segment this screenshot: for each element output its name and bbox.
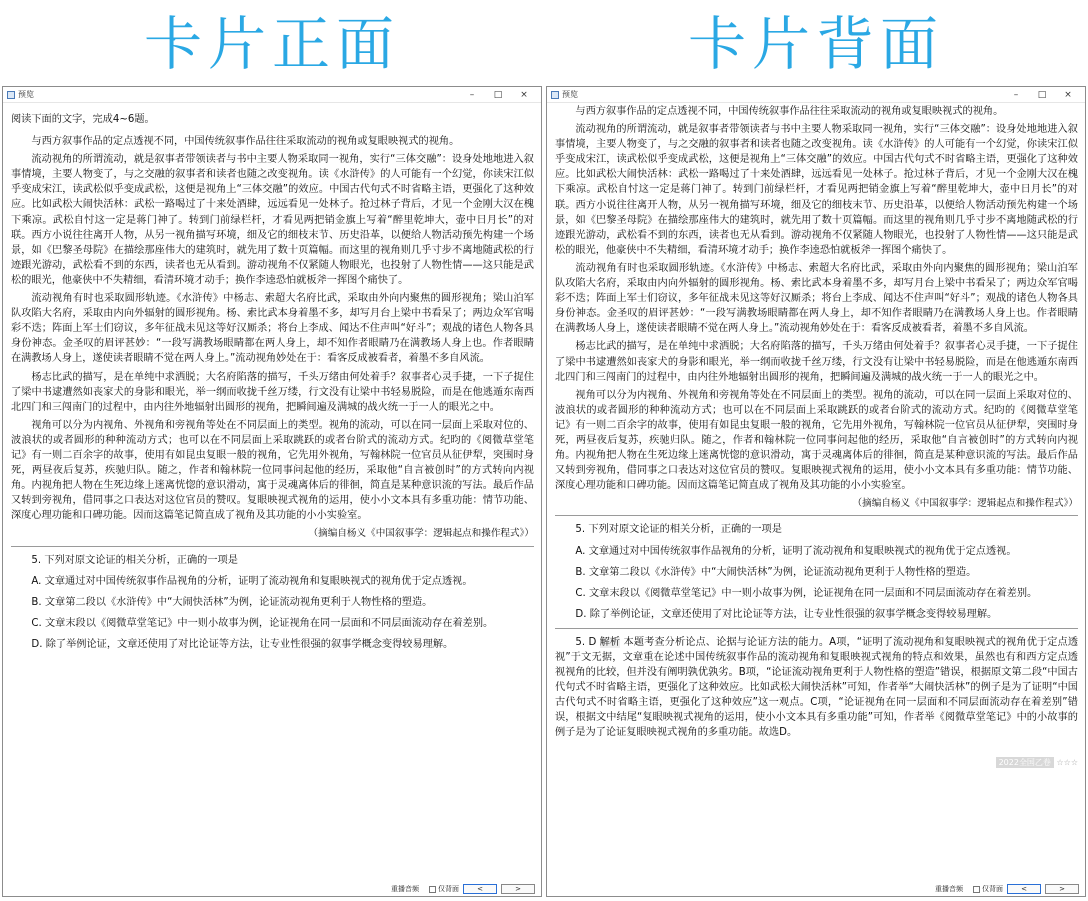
divider (11, 546, 534, 547)
back-only-label: 仅背面 (982, 885, 1003, 893)
option-a: A. 文章通过对中国传统叙事作品视角的分析，证明了流动视角和复眼映视式的视角优于定点透视。 (575, 545, 1017, 557)
app-icon (7, 91, 15, 99)
maximize-button[interactable]: □ (1037, 89, 1047, 100)
passage-paragraph: 视角可以分为内视角、外视角和旁视角等处在不同层面上的类型。视角的流动，可以在同一层面上采取对位的、波浪状的或者圆形的种种流动方式；也可以在不同层面上采取跳跃的或者台阶式的流动方式。纪昀的《阅微草堂笔记》有一则二百余字的故事，使用有如昆虫复眼一般的视角，它先用外视角，写翰林院一位官员从征伊犁，突围时身死，两昼夜后复苏，疾驰归队。随之，作者和翰林院一位同事问起他的经历，采取他“自言被创时”的方式转向内视角。内视角把人物在生死边缘上迷离恍惚的意识滑动，寓于灵魂离体后的徘徊，简直是某种意识流的写法。最后作品又转到旁视角，借同事之口表达对这位官员的赞叹。复眼映视式视角的运用，使小小文本具有多重功能：情节功能、深度心理功能和口碑功能。因而这篇笔记简直成了视角及其功能的小小实验室。 (11, 419, 534, 522)
passage-paragraph: 视角可以分为内视角、外视角和旁视角等处在不同层面上的类型。视角的流动，可以在同一层面上采取对位的、波浪状的或者圆形的种种流动方式；也可以在不同层面上采取跳跃的或者台阶式的流动方式。纪昀的《阅微草堂笔记》有一则二百余字的故事，使用有如昆虫复眼一般的视角，它先用外视角，写翰林院一位官员从征伊犁，突围时身死，两昼夜后复苏，疾驰归队。随之，作者和翰林院一位同事问起他的经历，采取他“自言被创时”的方式转向内视角。内视角把人物在生死边缘上迷离恍惚的意识滑动，寓于灵魂离体后的徘徊，简直是某种意识流的写法。最后作品又转到旁视角，借同事之口表达对这位官员的赞叹。复眼映视式视角的运用，使小小文本具有多重功能：情节功能、深度心理功能和口碑功能。因而这篇笔记简直成了视角及其功能的小小实验室。 (555, 389, 1078, 492)
passage-paragraph: 与西方叙事作品的定点透视不同，中国传统叙事作品往往采取流动的视角或复眼映视式的视角。 (31, 136, 460, 148)
option-c: C. 文章末段以《阅微草堂笔记》中一则小故事为例，论证视角在同一层面和不同层面流动存在着差别。 (575, 587, 1038, 599)
source-citation: （摘编自杨义《中国叙事学：逻辑起点和操作程式》） (852, 498, 1078, 510)
replay-audio-button[interactable]: 重播音频 (391, 885, 419, 893)
close-button[interactable]: × (1064, 89, 1072, 100)
back-only-checkbox[interactable] (973, 886, 980, 893)
bottom-bar (3, 882, 541, 896)
passage-paragraph: 流动视角有时也采取圆形轨迹。《水浒传》中杨志、索超大名府比武，采取由外向内聚焦的圆形视角；梁山泊军队攻陷大名府，采取由内向外辐射的圆形视角。杨、索比武本身着墨不多，却写月台上梁中书看呆了；两边众军官喝彩不迭；阵面上军士们窃议，多年征战未见这等好汉厮杀；将台上李成、闻达不住声叫“好斗”；观战的诸色人物各具身份神态。金圣叹的眉评甚妙：“一段写满教场眼睛都在两人身上，却不知作者眼睛乃在满教场人身上也。作者眼睛在满教场人身上，遂使读者眼睛不觉在两人身上。”流动视角妙处在于：看客反成被看者，着墨不多自风流。 (11, 293, 534, 365)
passage-paragraph: 流动视角有时也采取圆形轨迹。《水浒传》中杨志、索超大名府比武，采取由外向内聚焦的圆形视角；梁山泊军队攻陷大名府，采取由内向外辐射的圆形视角。杨、索比武本身着墨不多，却写月台上梁中书看呆了；两边众军官喝彩不迭；阵面上军士们窃议，多年征战未见这等好汉厮杀；将台上李成、闻达不住声叫“好斗”；观战的诸色人物各具身份神态。金圣叹的眉评甚妙：“一段写满教场眼睛都在两人身上，却不知作者眼睛乃在满教场人身上也。作者眼睛在满教场人身上，遂使读者眼睛不觉在两人身上。”流动视角妙处在于：看客反成被看者，着墨不多自风流。 (555, 262, 1078, 335)
card-content (547, 104, 1085, 882)
passage-paragraph: 流动视角的所谓流动，就是叙事者带领读者与书中主要人物采取同一视角，实行“三体交融”：设身处地地进入叙事情境，主要人物变了，与之交融的叙事者和读者也随之改变视角。读《水浒传》的人可能有一个幻觉，你读宋江似乎变成宋江，读武松似乎变成武松，这便是视角上“三体交融”的效应。中国古代句式不时省略主语，更强化了这种效应。比如武松大闹快活林：武松一路喝过了十来处酒肆，远远看见一处林子。抢过林子背后，才见一个金刚大汉在槐下乘凉。武松自忖这一定是蒋门神了。转到门前绿栏杆，才看见两把销金旗上写着“醉里乾坤大，壶中日月长”的对联。西方小说往往离开人物，从另一视角描写环境，细及它的细枝末节、历史沿革，以便给人物活动预先构建一个场景，如《巴黎圣母院》在描绘那座伟大的建筑时，就先用了数十页篇幅。而这里的视角则几乎寸步不离地随武松的行迹跟光游动，武松看不到的东西，读者也无从看到。游动视角不仅紧随人物眼光，也投射了人物性情——这只能是武松的眼光，他豪侠中不失精细，看清环境才动手；换作李逵恐怕就板斧一挥图个痛快了。 (11, 154, 534, 286)
source-citation: （摘编自杨义《中国叙事学：逻辑起点和操作程式》） (308, 528, 534, 540)
next-button[interactable]: > (1045, 884, 1079, 894)
option-b: B. 文章第二段以《水浒传》中“大闹快活林”为例，论证流动视角更利于人物性格的塑造。 (31, 596, 433, 608)
minimize-button[interactable]: – (469, 89, 475, 100)
bottom-bar (547, 882, 1085, 896)
source-stamp-line (555, 755, 1078, 770)
option-b: B. 文章第二段以《水浒传》中“大闹快活林”为例，论证流动视角更利于人物性格的塑造。 (575, 566, 977, 578)
instructions: 阅读下面的文字，完成4~6题。 (11, 114, 155, 125)
analysis-text: 本题考查分析论点、论据与论证方法的能力。A项，“证明了流动视角和复眼映视式的视角优于定点透视”于文无据，文章重在论述中国传统叙事作品的流动视角和复眼映视式视角的特点和效果，虽然也有和西方定点透视视角的比较，但并没有阐明孰优孰劣。B项，“论证流动视角更利于人物性格的塑造”错误，根据原文第二段“中国古代句式不时省略主语，更强化了这种效应。比如武松大闹快活林”可知，作者举“大闹快活林”的例子是为了证明“中国古代句式不时省略主语，更强化了这种效应”这一观点。C项，“论证视角在同一层面和不同层面流动存在着差别”错误，根据文中结尾“复眼映视式视角的运用，使小小文本具有多重功能”可知，作者举《阅微草堂笔记》中的小故事的例子是为了论证复眼映视式视角的多重功能。故选D。 (555, 636, 1079, 739)
answer-label: 5. D (575, 636, 600, 648)
minimize-button[interactable]: – (1013, 89, 1019, 100)
option-d: D. 除了举例论证，文章还使用了对比论证等方法，让专业性很强的叙事学概念变得较易理解。 (575, 608, 998, 620)
prev-button[interactable]: < (463, 884, 497, 894)
app-icon (551, 91, 559, 99)
title-bar[interactable] (547, 87, 1085, 103)
passage-paragraph: 与西方叙事作品的定点透视不同，中国传统叙事作品往往采取流动的视角或复眼映视式的视角。 (575, 106, 1004, 117)
card-content (3, 104, 541, 882)
question-stem: 5. 下列对原文论证的相关分析，正确的一项是 (575, 524, 782, 536)
next-button[interactable]: > (501, 884, 535, 894)
divider (555, 628, 1078, 629)
maximize-button[interactable]: □ (493, 89, 503, 100)
passage-paragraph: 杨志比武的描写，是在单纯中求洒脱；大名府陷落的描写，千头万绪由何处着手？叙事者心灵手捷，一下子捉住了梁中书逮遭然如丧家犬的身影和眼光，举一纲而收拢千丝万缕，行文没有让梁中书轻易脱险，而是在他逃遁东南西北四门和三闯南门的过程中，由内往外地辐射出圆形的视角，把瞬间遍及满城的战火统一于一人的眼光之中。 (555, 341, 1078, 383)
back-only-label: 仅背面 (438, 885, 459, 893)
window-title: 预览 (562, 90, 578, 99)
front-heading: 卡片正面 (143, 10, 400, 78)
title-bar[interactable] (3, 87, 541, 103)
exam-source-badge: 2022全国乙卷 (996, 757, 1054, 768)
passage-paragraph: 杨志比武的描写，是在单纯中求洒脱；大名府陷落的描写，千头万绪由何处着手？叙事者心灵手捷，一下子捉住了梁中书逮遭然如丧家犬的身影和眼光，举一纲而收拢千丝万缕，行文没有让梁中书轻易脱险，而是在他逃遁东南西北四门和三闯南门的过程中，由内往外地辐射出圆形的视角，把瞬间遍及满城的战火统一于一人的眼光之中。 (11, 371, 534, 413)
analysis-tag: 解析 (599, 636, 621, 648)
divider (555, 515, 1078, 516)
preview-window-back (546, 86, 1086, 897)
difficulty-stars: ☆☆☆ (1056, 757, 1078, 767)
passage-paragraph: 流动视角的所谓流动，就是叙事者带领读者与书中主要人物采取同一视角，实行“三体交融”：设身处地地进入叙事情境，主要人物变了，与之交融的叙事者和读者也随之改变视角。读《水浒传》的人可能有一个幻觉，你读宋江似乎变成宋江，读武松似乎变成武松，这便是视角上“三体交融”的效应。中国古代句式不时省略主语，更强化了这种效应。比如武松大闹快活林：武松一路喝过了十来处酒肆，远远看见一处林子。抢过林子背后，才见一个金刚大汉在槐下乘凉。武松自忖这一定是蒋门神了。转到门前绿栏杆，才看见两把销金旗上写着“醉里乾坤大，壶中日月长”的对联。西方小说往往离开人物，从另一视角描写环境，细及它的细枝末节、历史沿革，以便给人物活动预先构建一个场景，如《巴黎圣母院》在描绘那座伟大的建筑时，就先用了数十页篇幅。而这里的视角则几乎寸步不离地随武松的行迹跟光游动，武松看不到的东西，读者也无从看到。游动视角不仅紧随人物眼光，也投射了人物性情——这只能是武松的眼光，他豪侠中不失精细，看清环境才动手；换作李逵恐怕就板斧一挥图个痛快了。 (555, 124, 1078, 256)
window-title: 预览 (18, 90, 34, 99)
option-c: C. 文章末段以《阅微草堂笔记》中一则小故事为例，论证视角在同一层面和不同层面流动存在着差别。 (31, 617, 494, 629)
option-d: D. 除了举例论证，文章还使用了对比论证等方法，让专业性很强的叙事学概念变得较易理解。 (31, 638, 454, 650)
question-stem: 5. 下列对原文论证的相关分析，正确的一项是 (31, 554, 238, 566)
option-a: A. 文章通过对中国传统叙事作品视角的分析，证明了流动视角和复眼映视式的视角优于定点透视。 (31, 575, 473, 587)
close-button[interactable]: × (520, 89, 528, 100)
back-only-checkbox[interactable] (429, 886, 436, 893)
prev-button[interactable]: < (1007, 884, 1041, 894)
back-heading: 卡片背面 (687, 10, 944, 78)
preview-window-front (2, 86, 542, 897)
replay-audio-button[interactable]: 重播音频 (935, 885, 963, 893)
answer-explanation (555, 635, 1078, 741)
